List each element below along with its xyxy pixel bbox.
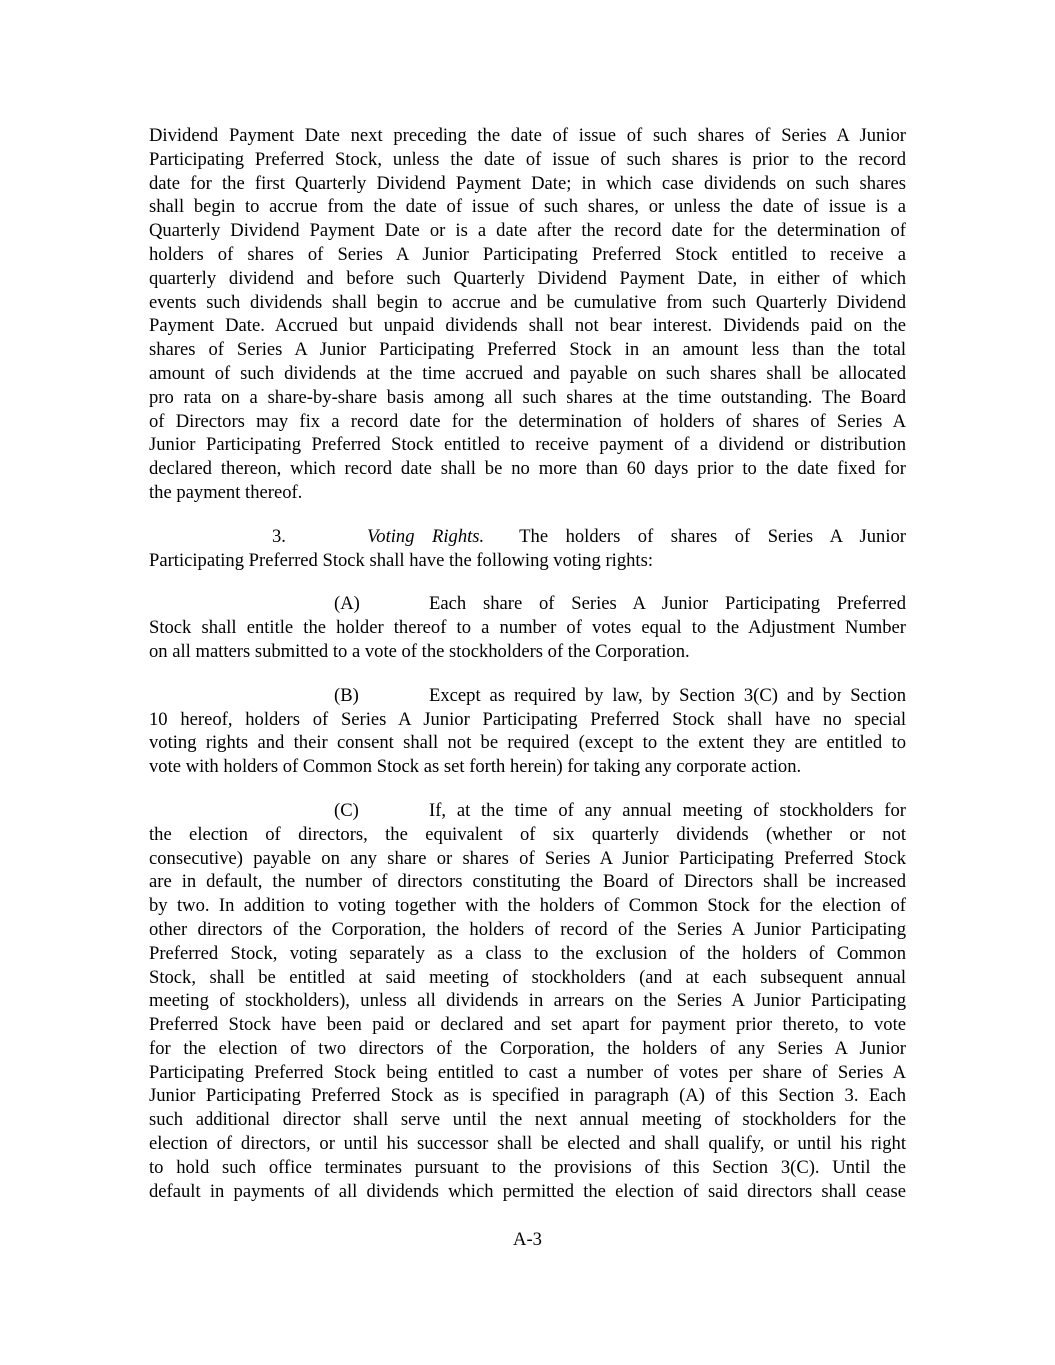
- subsection-b: [149, 684, 906, 779]
- subsection-first-line: [149, 799, 906, 823]
- text-line: for the election of two directors of the Corporation, the holders of any Series A Junior: [149, 1037, 906, 1059]
- subsection-a: [149, 592, 906, 663]
- text-line: amount of such dividends at the time accrued and payable on such shares shall be allocated: [149, 362, 906, 384]
- text-line: voting rights and their consent shall not be required (except to the extent they are entitled to: [149, 732, 906, 754]
- text-line: of Directors may fix a record date for the determination of holders of shares of Series A: [149, 410, 906, 432]
- dividend-paragraph: [149, 124, 906, 505]
- text-line: by two. In addition to voting together with the holders of Common Stock for the election of: [149, 895, 906, 917]
- section-heading: Voting Rights.: [367, 525, 485, 547]
- text-line: Stock, shall be entitled at said meeting of stockholders (and at each subsequent annual: [149, 966, 906, 988]
- subsection-label: (A): [334, 593, 360, 615]
- text-line: Participating Preferred Stock being entitled to cast a number of votes per share of Series A: [149, 1061, 906, 1083]
- text-line: Junior Participating Preferred Stock entitled to receive payment of a dividend or distribution: [149, 434, 906, 456]
- text-line: election of directors, or until his successor shall be elected and shall qualify, or until his right: [149, 1133, 906, 1155]
- section-heading-rest: The holders of shares of Series A Junior: [519, 525, 906, 547]
- text-line: on all matters submitted to a vote of the stockholders of the Corporation.: [149, 640, 690, 662]
- text-line: Preferred Stock have been paid or declared and set apart for payment prior thereto, to vote: [149, 1014, 906, 1036]
- text-line: holders of shares of Series A Junior Participating Preferred Stock entitled to receive a: [149, 243, 906, 265]
- subsection-first-line: [149, 592, 906, 616]
- section-3-voting-rights: [149, 525, 906, 573]
- subsection-label: (B): [334, 684, 359, 706]
- text-line: Payment Date. Accrued but unpaid dividends shall not bear interest. Dividends paid on the: [149, 315, 906, 337]
- subsection-first-line: [149, 684, 906, 708]
- subsection-first-text: Except as required by law, by Section 3(C) and by Section: [429, 684, 906, 706]
- text-line: default in payments of all dividends which permitted the election of said directors shall cease: [149, 1180, 906, 1202]
- page-body: [149, 124, 906, 1203]
- text-line: meeting of stockholders), unless all dividends in arrears on the Series A Junior Participating: [149, 990, 906, 1012]
- text-line: 10 hereof, holders of Series A Junior Participating Preferred Stock shall have no special: [149, 708, 906, 730]
- text-line: to hold such office terminates pursuant to the provisions of this Section 3(C). Until the: [149, 1156, 906, 1178]
- page-number: A-3: [513, 1229, 542, 1250]
- subsection-first-text: Each share of Series A Junior Participating Preferred: [429, 593, 906, 615]
- text-line: Dividend Payment Date next preceding the date of issue of such shares of Series A Junior: [149, 125, 906, 146]
- text-line: the election of directors, the equivalent of six quarterly dividends (whether or not: [149, 823, 906, 845]
- text-line: consecutive) payable on any share or shares of Series A Junior Participating Preferred Stock: [149, 847, 906, 869]
- text-line: Quarterly Dividend Payment Date or is a date after the record date for the determination of: [149, 220, 906, 242]
- subsection-label: (C): [334, 799, 359, 821]
- text-line: Preferred Stock, voting separately as a class to the exclusion of the holders of Common: [149, 942, 906, 964]
- text-line: the payment thereof.: [149, 481, 303, 503]
- text-line: are in default, the number of directors constituting the Board of Directors shall be increased: [149, 871, 906, 893]
- text-line: vote with holders of Common Stock as set forth herein) for taking any corporate action.: [149, 756, 802, 778]
- subsection-first-text: If, at the time of any annual meeting of stockholders for: [429, 799, 906, 821]
- text-line: Participating Preferred Stock shall have the following voting rights:: [149, 549, 653, 571]
- text-line: Stock shall entitle the holder thereof to a number of votes equal to the Adjustment Number: [149, 617, 906, 639]
- text-line: such additional director shall serve until the next annual meeting of stockholders for the: [149, 1109, 906, 1131]
- text-line: Junior Participating Preferred Stock as is specified in paragraph (A) of this Section 3. Each: [149, 1085, 906, 1107]
- text-line: events such dividends shall begin to accrue and be cumulative from such Quarterly Dividend: [149, 291, 906, 313]
- text-line: shall begin to accrue from the date of issue of such shares, or unless the date of issue is a: [149, 196, 906, 218]
- section-heading-line: [149, 525, 906, 549]
- text-line: other directors of the Corporation, the holders of record of the Series A Junior Participating: [149, 918, 906, 940]
- text-line: shares of Series A Junior Participating Preferred Stock in an amount less than the total: [149, 339, 906, 361]
- text-line: quarterly dividend and before such Quarterly Dividend Payment Date, in either of which: [149, 267, 906, 289]
- text-line: declared thereon, which record date shall be no more than 60 days prior to the date fixed for: [149, 458, 906, 480]
- text-line: pro rata on a share-by-share basis among all such shares at the time outstanding. The Board: [149, 386, 906, 408]
- text-line: Participating Preferred Stock, unless the date of issue of such shares is prior to the record: [149, 148, 906, 170]
- subsection-c: [149, 799, 906, 1204]
- section-number: 3.: [272, 525, 286, 547]
- text-line: date for the first Quarterly Dividend Payment Date; in which case dividends on such shares: [149, 172, 906, 194]
